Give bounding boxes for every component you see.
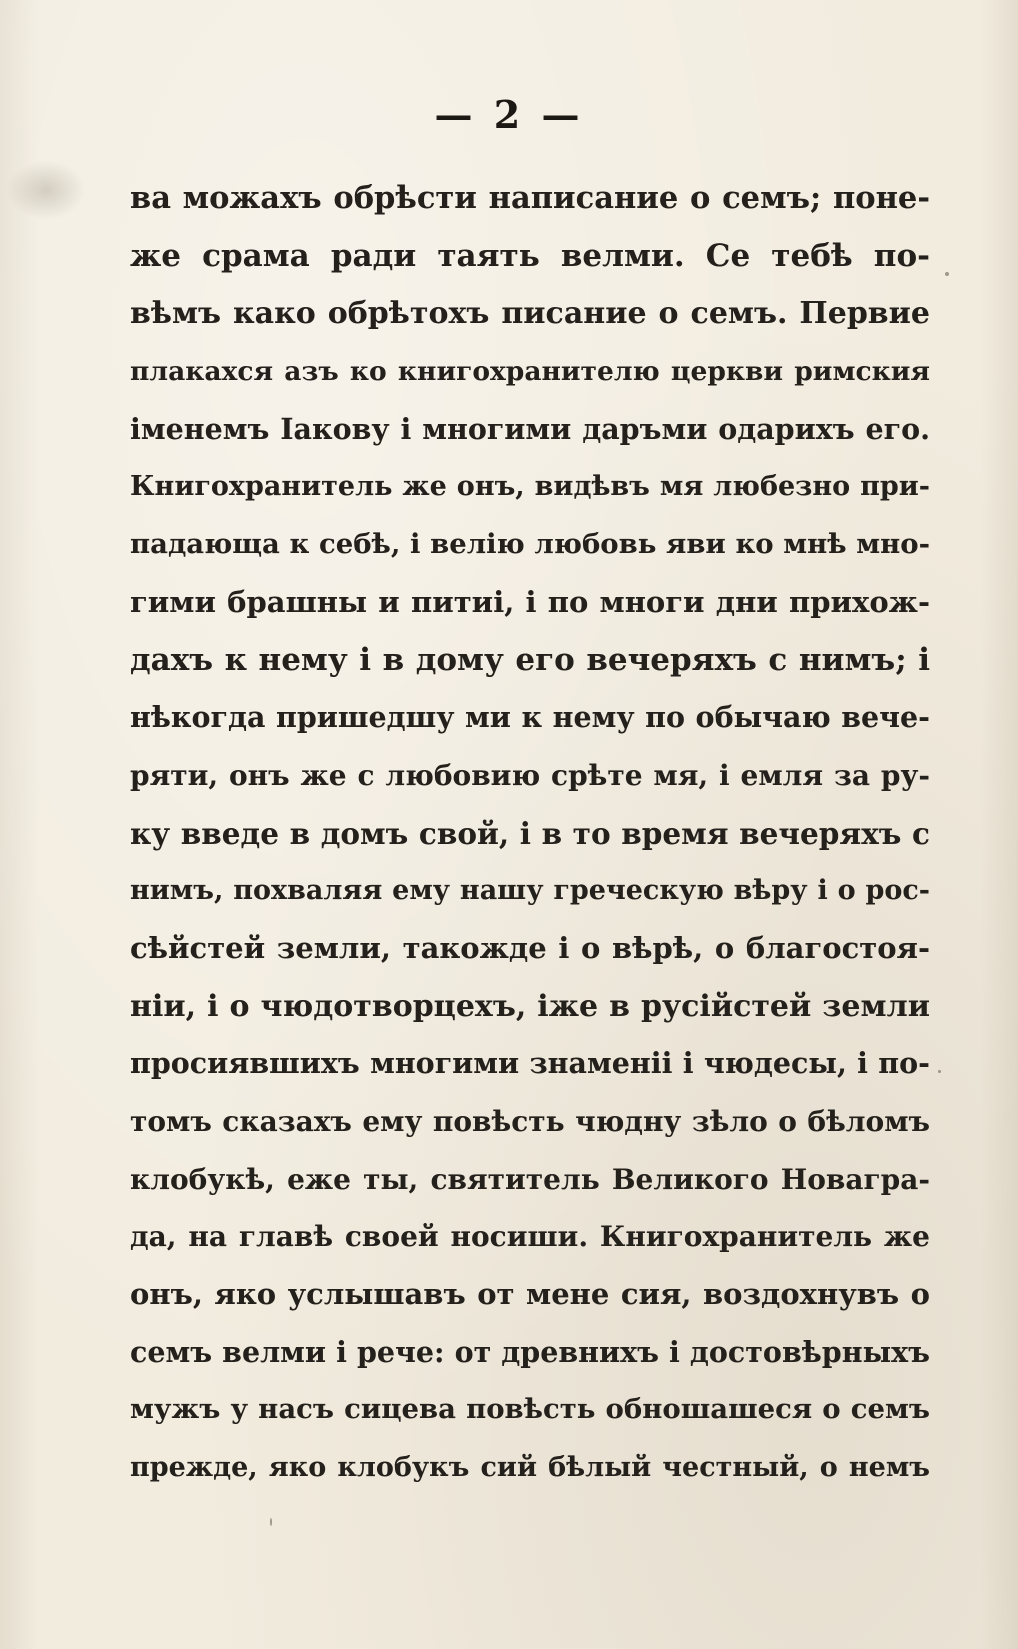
text-line: же срама ради таять велми. Се тебѣ по- [130, 237, 930, 274]
text-line: ряти, онъ же с любовию срѣте мя, і емля за ру- [130, 758, 930, 792]
text-line: Книгохранитель же онъ, видѣвъ мя любезно при- [130, 471, 930, 503]
text-line: ва можахъ обрѣсти написание о семъ; поне- [130, 180, 930, 216]
body-text [130, 170, 930, 1497]
text-line: томъ сказахъ ему повѣсть чюдну зѣло о бѣломъ [130, 1105, 930, 1138]
text-line: дахъ к нему і в дому его вечеряхъ с нимъ; і [130, 641, 930, 678]
text-line: семъ велми і рече: от древнихъ і достовѣрныхъ [130, 1334, 930, 1369]
text-line: клобукѣ, еже ты, святитель Великого Новагра- [130, 1162, 930, 1196]
text-line: гими брашны и питиі, і по многи дни прихож- [130, 584, 930, 619]
text-line: сѣйстей земли, такожде і о вѣрѣ, о благостоя- [130, 930, 930, 965]
text-line: нимъ, похваляя ему нашу греческую вѣру і о рос- [130, 875, 930, 907]
text-line: ніи, і о чюдотворцехъ, іже в русійстей земли [130, 988, 930, 1024]
paper-speck [270, 1518, 272, 1526]
text-line: іменемъ Іакову і многими даръми одарихъ его. [130, 411, 930, 446]
ink-smudge [6, 160, 86, 220]
text-line: нѣкогда пришедшу ми к нему по обычаю вече- [130, 700, 930, 735]
text-line: ку введе в домъ свой, і в то время вечеряхъ с [130, 815, 930, 851]
text-line: падающа к себѣ, і велію любовь яви ко мнѣ мно- [130, 528, 930, 561]
page-number: — 2 — [434, 92, 584, 137]
paper-speck [938, 1070, 941, 1073]
text-line: онъ, яко услышавъ от мене сия, воздохнувъ о [130, 1277, 930, 1312]
text-line: мужъ у насъ сицева повѣсть обношашеся о семъ [130, 1393, 930, 1426]
text-line: да, на главѣ своей носиши. Книгохранитель же [130, 1220, 930, 1254]
text-line: вѣмъ како обрѣтохъ писание о семъ. Первие [130, 296, 930, 332]
text-line: прежде, яко клобукъ сий бѣлый честный, о немъ [130, 1452, 930, 1484]
paper-speck [945, 272, 949, 276]
text-line: просиявшихъ многими знаменіі і чюдесы, і по- [130, 1046, 930, 1081]
text-line: плакахся азъ ко книгохранителю церкви римския [130, 356, 930, 388]
